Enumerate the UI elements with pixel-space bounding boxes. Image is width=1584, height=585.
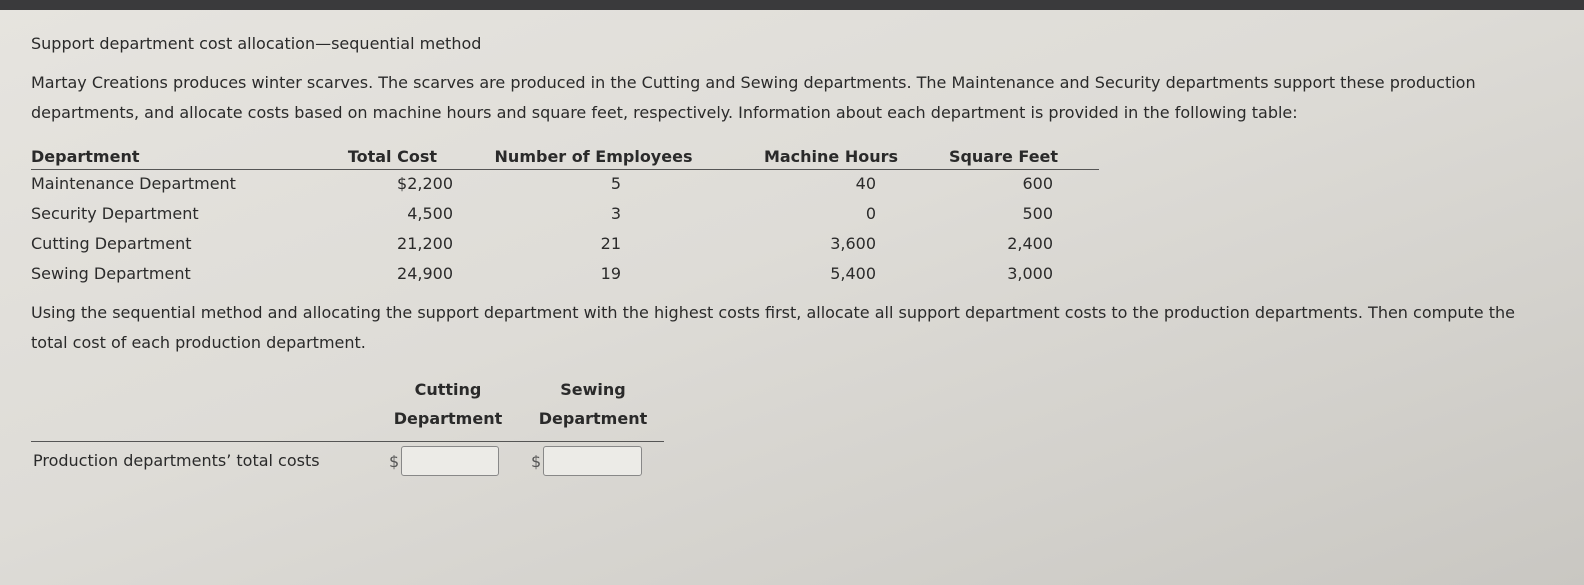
header-employees: Number of Employees (494, 147, 693, 166)
row-department: Sewing Department (31, 264, 191, 283)
top-bar (0, 0, 1584, 10)
cutting-column-header (387, 375, 509, 433)
department-info-table (31, 143, 1099, 290)
row-employees: 19 (600, 264, 621, 283)
total-costs-label: Production departments’ total costs (33, 451, 320, 470)
cutting-header-line1: Cutting (414, 380, 482, 399)
table-header-row (31, 143, 1099, 170)
table-row (31, 260, 1099, 290)
question-title: Support department cost allocation—sequential method (31, 34, 482, 53)
question-page (0, 10, 1584, 585)
row-square-feet: 2,400 (1007, 234, 1053, 253)
row-machine-hours: 40 (855, 174, 876, 193)
sewing-header-line1: Sewing (560, 380, 626, 399)
row-machine-hours: 3,600 (830, 234, 876, 253)
row-total-cost: $2,200 (397, 174, 453, 193)
cutting-header-line2: Department (393, 409, 503, 428)
dollar-sign: $ (531, 452, 542, 471)
row-machine-hours: 0 (865, 204, 876, 223)
row-square-feet: 600 (1022, 174, 1053, 193)
table-row (31, 170, 1099, 200)
sewing-total-cost-input[interactable] (543, 446, 642, 476)
header-divider (31, 441, 664, 442)
row-total-cost: 4,500 (407, 204, 453, 223)
row-square-feet: 500 (1022, 204, 1053, 223)
table-row (31, 200, 1099, 230)
row-machine-hours: 5,400 (830, 264, 876, 283)
intro-paragraph: Martay Creations produces winter scarves. The scarves are produced in the Cutting and Sewing departments. The Maintenance and Security departments support these production departments, and allocate costs based on machine hours and square feet, respectively. Information about each department is provided in the following table: (31, 73, 1476, 122)
row-employees: 5 (610, 174, 621, 193)
header-total-cost: Total Cost (347, 147, 437, 166)
table-row (31, 230, 1099, 260)
row-department: Cutting Department (31, 234, 192, 253)
row-total-cost: 24,900 (397, 264, 453, 283)
row-total-cost: 21,200 (397, 234, 453, 253)
sewing-column-header (528, 375, 658, 433)
sewing-header-line2: Department (538, 409, 648, 428)
header-department: Department (31, 147, 140, 166)
row-employees: 3 (610, 204, 621, 223)
row-department: Security Department (31, 204, 199, 223)
header-machine-hours: Machine Hours (763, 147, 899, 166)
dollar-sign: $ (389, 452, 400, 471)
cutting-total-cost-input[interactable] (401, 446, 499, 476)
row-employees: 21 (600, 234, 621, 253)
row-square-feet: 3,000 (1007, 264, 1053, 283)
row-department: Maintenance Department (31, 174, 236, 193)
header-square-feet: Square Feet (948, 147, 1059, 166)
instructions-paragraph: Using the sequential method and allocating the support department with the highest costs first, allocate all support department costs to the production departments. Then compute the total cost of each production department. (31, 303, 1515, 352)
